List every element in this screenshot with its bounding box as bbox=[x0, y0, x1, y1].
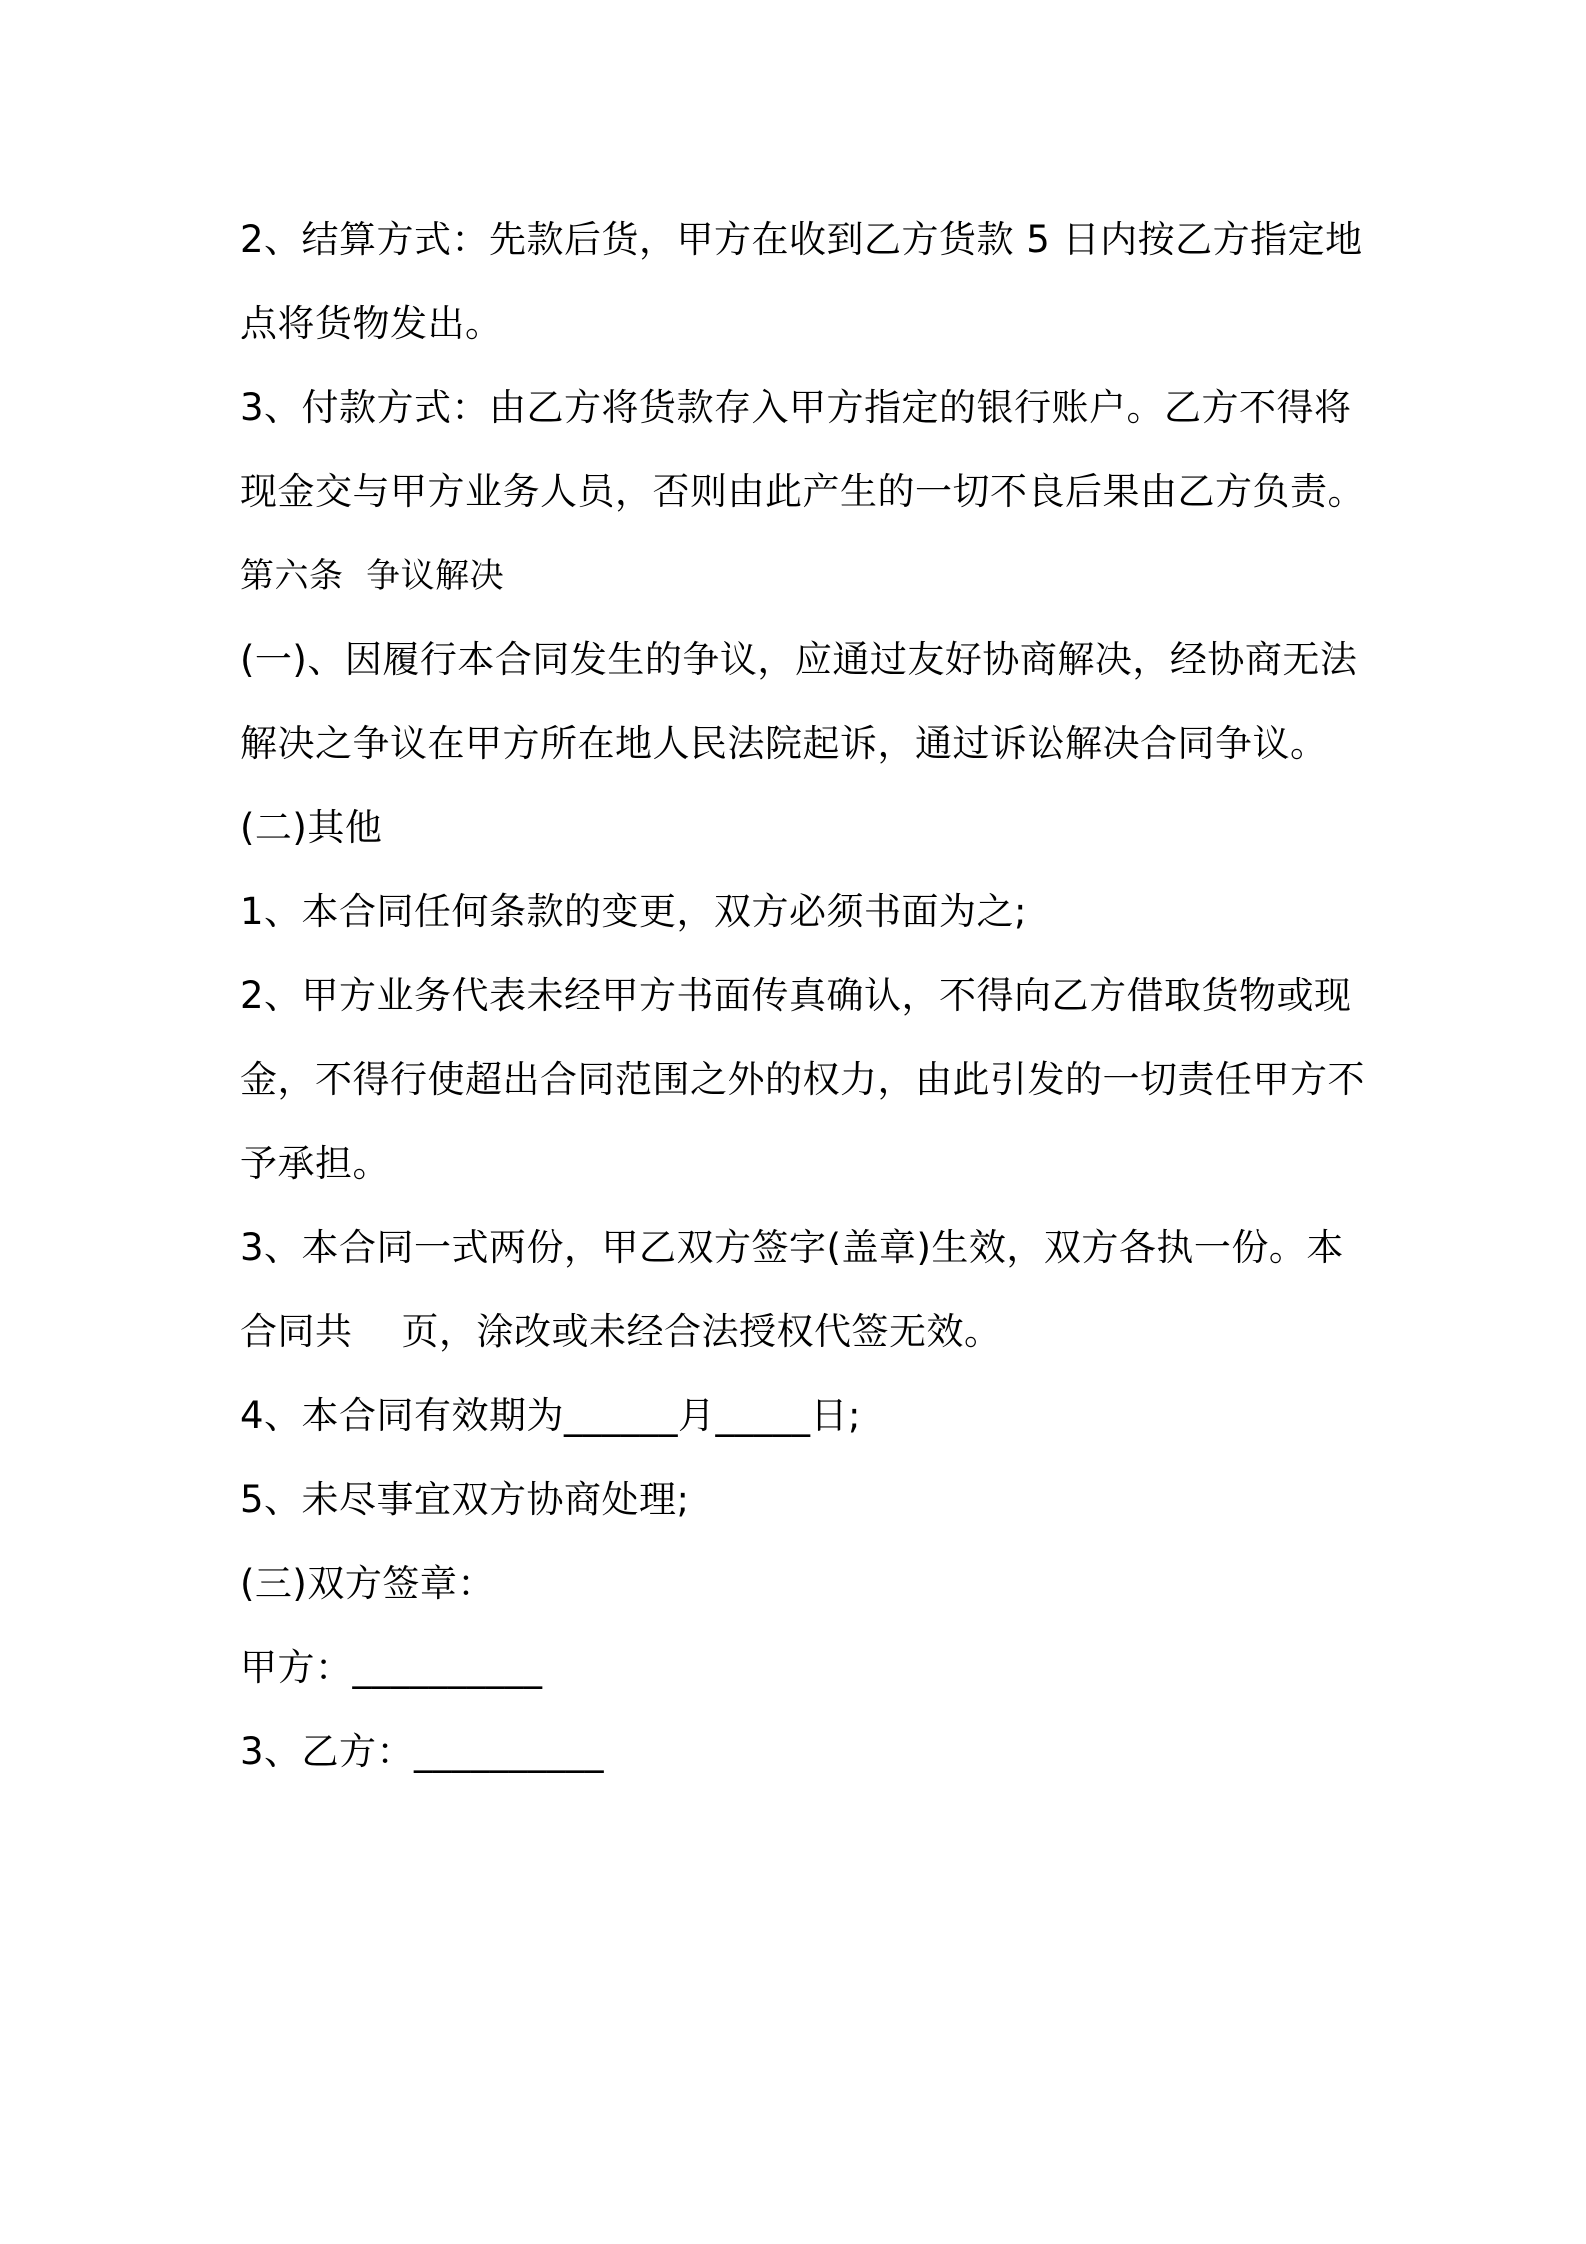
signature-section-heading: (三)双方签章： bbox=[240, 1562, 495, 1605]
document-body bbox=[240, 198, 1365, 1794]
settlement-method-line-1: 2、结算方式：先款后货，甲方在收到乙方货款 5 日内按乙方指定地 bbox=[240, 218, 1363, 261]
dispute-clause-line-1: (一)、因履行本合同发生的争议，应通过友好协商解决，经协商无法 bbox=[240, 638, 1358, 681]
other-clause-1: 1、本合同任何条款的变更，双方必须书面为之; bbox=[240, 890, 1028, 933]
article-six-heading: 第六条 争议解决 bbox=[240, 556, 505, 596]
validity-period-clause: 4、本合同有效期为______月_____日; bbox=[240, 1394, 862, 1437]
other-clause-3-line-1: 3、本合同一式两份，甲乙双方签字(盖章)生效，双方各执一份。本 bbox=[240, 1226, 1344, 1269]
other-section-heading: (二)其他 bbox=[240, 806, 383, 849]
settlement-method-line-2: 点将货物发出。 bbox=[240, 302, 503, 345]
party-b-signature-line: 3、乙方：__________ bbox=[240, 1730, 605, 1773]
other-clause-3-line-2: 合同共 页，涂改或未经合法授权代签无效。 bbox=[240, 1310, 1002, 1353]
other-clause-2-line-3: 予承担。 bbox=[240, 1142, 390, 1185]
other-clause-2-line-1: 2、甲方业务代表未经甲方书面传真确认，不得向乙方借取货物或现 bbox=[240, 974, 1352, 1017]
dispute-clause-line-2: 解决之争议在甲方所在地人民法院起诉，通过诉讼解决合同争议。 bbox=[240, 722, 1328, 765]
payment-method-line-1: 3、付款方式：由乙方将货款存入甲方指定的银行账户。乙方不得将 bbox=[240, 386, 1352, 429]
party-a-signature-line: 甲方：__________ bbox=[240, 1646, 543, 1689]
other-clause-2-line-2: 金，不得行使超出合同范围之外的权力，由此引发的一切责任甲方不 bbox=[240, 1058, 1365, 1101]
payment-method-line-2: 现金交与甲方业务人员，否则由此产生的一切不良后果由乙方负责。 bbox=[240, 470, 1365, 513]
unresolved-matters-clause: 5、未尽事宜双方协商处理; bbox=[240, 1478, 690, 1521]
